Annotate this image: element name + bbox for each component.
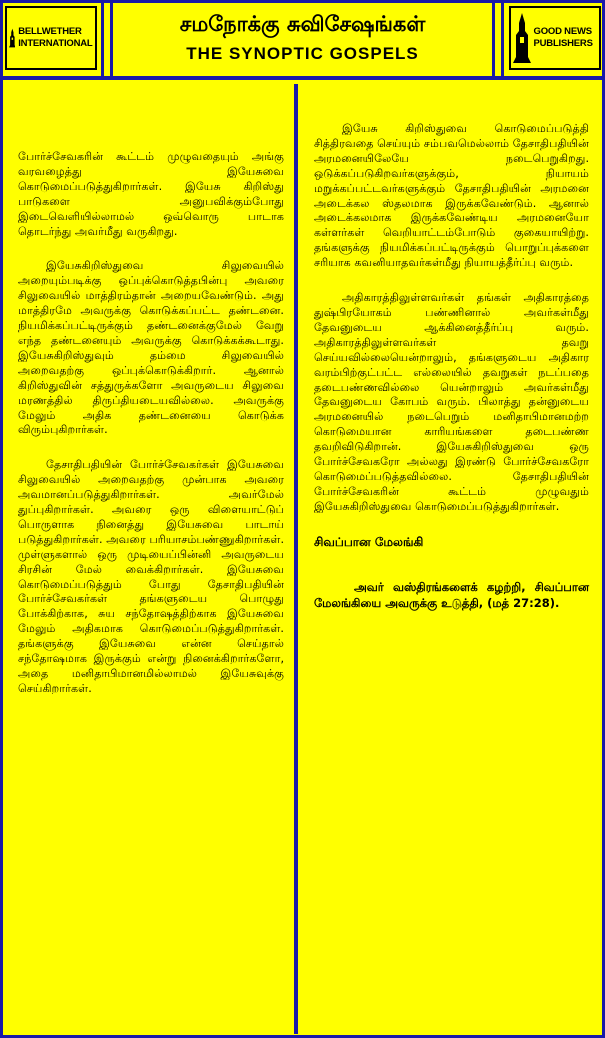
left-paragraph-3: தேசாதிபதியின் போர்ச்சேவகர்கள் இயேசுவை சிலுவையில் அறைவதற்கு முன்பாக அவரை அவமானப்படுத்துகிறார்கள். அவர்மேல் துப்புகிறார்கள். அவரை ஒரு விளையாட்டுப் பொருளாக நினைத்து இயேசுவை பாடாய் படுத்துகிறார்கள். அவரை பரியாசம்பண்ணுகிறார்கள். முள்ளுகளால் ஒரு முடியைப்பின்னி அவருடைய சிரசின் மேல் வைக்கிறார்கள். இயேசுவை கொடுமைப்படுத்தும் போது தேசாதிபதியின் போர்ச்சேவகர்கள் தங்களுடைய பொழுது போக்கிற்காக, சுய சந்தோஷத்திற்காக இயேசுவை மேலும் அதிகமாக கொடுமைப்படுத்துகிறார்கள். தங்களுக்கு இயேசுவை என்ன செய்தால் சந்தோஷமாக இருக்கும் என்று நினைக்கிறார்களோ, அதை மனிதாபிமானமில்லாமல் இயேசுவுக்கு செய்கிறார்கள். [18,458,284,695]
bell-tower-icon [9,13,16,63]
scripture-quote: அவர் வஸ்திரங்களைக் கழற்றி, சிவப்பான மேலங்கியை அவருக்கு உடுத்தி, (மத் 27:28). [314,579,589,610]
title-box [110,0,495,76]
right-paragraph-2: அதிகாரத்திலுள்ளவர்கள் தங்கள் அதிகாரத்தை துஷ்பிரயோகம் பண்ணினால் அவர்கள்மீது தேவனுடைய ஆக்கினைத்தீர்ப்பு வரும். அதிகாரத்திலுள்ளவர்கள் தவறு செய்யவில்லையென்றாலும், தங்களுடைய அதிகார வரம்பிற்குட்பட்ட எல்லையில் தவறுகள் நடப்பதை தடைபண்ணவில்லை யென்றாலும் அவர்கள்மீது தேவனுடைய கோபம் வரும். பிலாத்து தன்னுடைய அரமனையில் நடைபெறும் மனிதாபிமானமற்ற கொடுமையான காரியங்களை தடைபண்ண தவறிவிடுகிறான். இயேசுகிறிஸ்துவை ஒரு போர்ச்சேவகரோ அல்லது இரண்டு போர்ச்சேவகரோ கொடுமைப்படுத்தவில்லை. தேசாதிபதியின் போர்ச்சேவகரின் கூட்டம் முழுவதும் இயேசுகிறிஸ்துவை கொடுமைப்படுத்துகிறார்கள். [314,291,589,513]
page-title-tamil: சமநோக்கு சுவிசேஷங்கள் [179,12,426,36]
good-news-logo [501,0,605,76]
page-title-english: THE SYNOPTIC GOSPELS [186,44,419,63]
section-heading: சிவப்பான மேலங்கி [314,534,424,549]
right-paragraph-1: இயேசு கிறிஸ்துவை கொடுமைப்படுத்தி சித்திரவதை செய்யும் சம்பவமெல்லாம் தேசாதிபதியின் அரமனையிலேயே நடைபெறுகிறது. ஒடுக்கப்படுகிறவர்களுக்கும், நியாயம் மறுக்கப்பட்டவர்களுக்கும் தேசாதிபதியின் அரமனை அடைக்கல ஸ்தலமாக இருக்கவேண்டும். ஆனால் அடைக்கலமாக இருக்கவேண்டிய அரமனையோ கள்ளர்கள் வெறியாட்டம்போடும் குகையாயிற்று. தங்களுக்கு நியமிக்கப்பட்டிருக்கும் பொறுப்புக்களை சரியாக கவனியாதவர்கள்மீது நியாயத்தீர்ப்பு வரும். [314,122,589,270]
logo-right-line-2: PUBLISHERS [533,38,593,49]
left-column [4,84,298,1034]
left-paragraph-1: போர்ச்சேவகரின் கூட்டம் முழுவதையும் அங்கு வரவழைத்து இயேசுவை கொடுமைப்படுத்துகிறார்கள். இயேசு கிறிஸ்து பாடுகளை அனுபவிக்கும்போது இடைவெளியில்லாமல் ஒவ்வொரு பாடாக தொடர்ந்து அவர்மீது வருகிறது. [18,150,284,238]
logo-left-line-2: INTERNATIONAL [18,38,93,49]
page-header [0,0,605,80]
right-column [302,84,601,1034]
left-paragraph-2: இயேசுகிறிஸ்துவை சிலுவையில் அறையும்படிக்கு ஒப்புக்கொடுத்தபின்பு அவரை சிலுவையில் மாத்திரம்தான் அறையவேண்டும். அது மாத்திரமே அவருக்கு கொடுக்கப்பட்ட தண்டனை. நியமிக்கப்பட்டிருக்கும் தண்டனைக்குமேல் வேறு எந்த தண்டனையும் அவருக்கு கொடுக்கக்கூடாது. இயேசுகிறிஸ்துவும் தம்மை சிலுவையில் அறைவதற்கு ஒப்புக்கொடுக்கிறார். ஆனால் கிறிஸ்துவின் சத்துருக்களோ அவருடைய சிலுவை மரணத்தில் திருப்தியடையவில்லை. அவருக்கு மேலும் அதிக தண்டனையை கொடுக்க விரும்புகிறார்கள். [18,259,284,437]
logo-left-line-1: BELLWETHER [18,26,82,37]
bellwether-logo [0,0,104,76]
logo-right-line-1: GOOD NEWS [533,26,592,37]
bell-tower-icon [513,13,531,63]
